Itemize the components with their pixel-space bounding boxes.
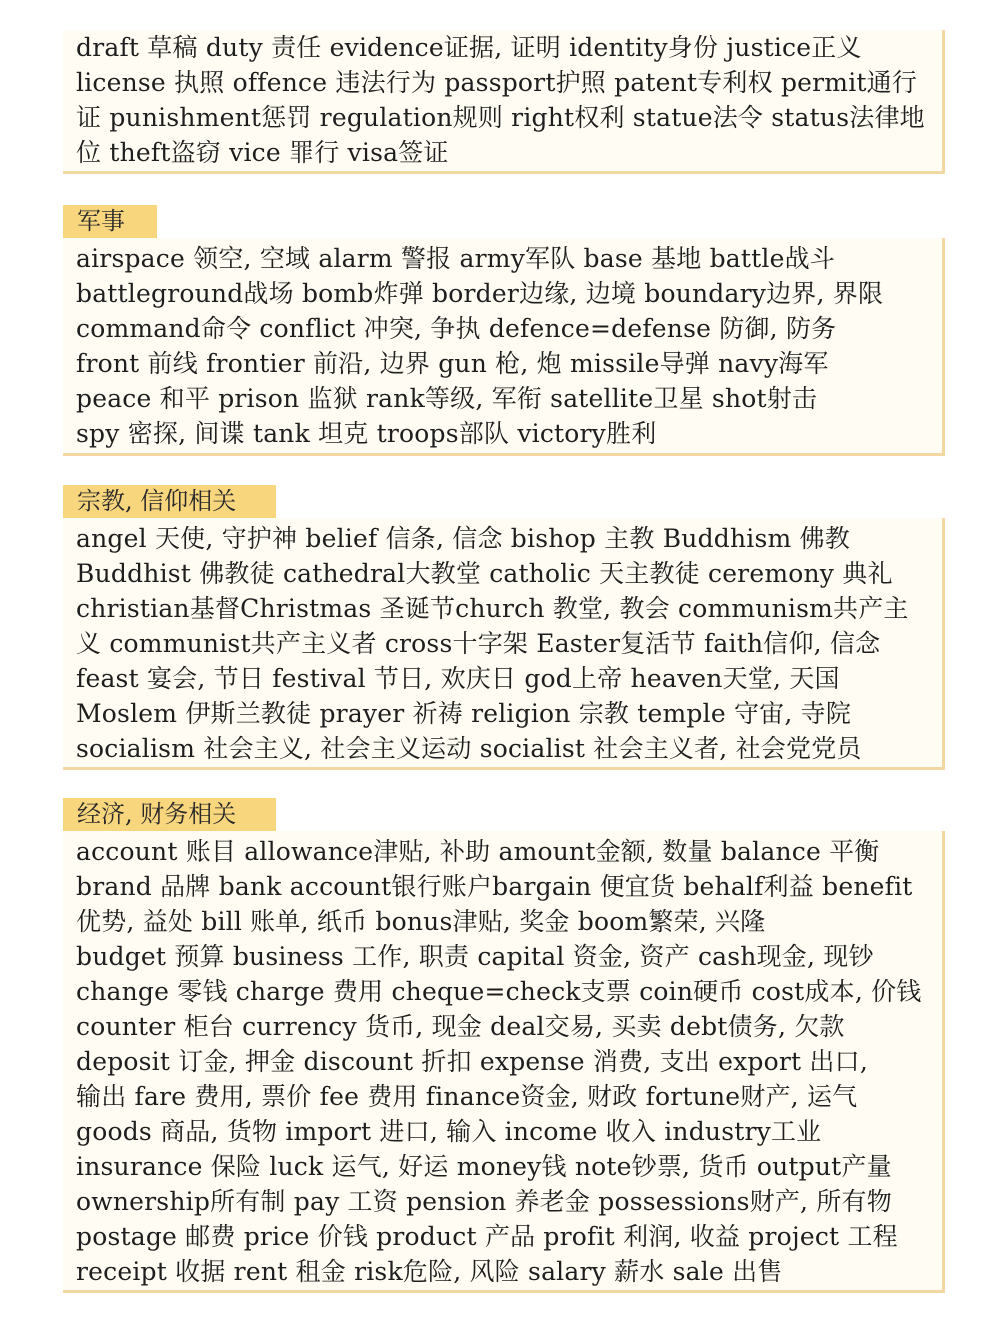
section-heading-religion: 宗教, 信仰相关 — [63, 485, 276, 518]
vocab-line: deposit 订金, 押金 discount 折扣 expense 消费, 支出 export 出口, — [76, 1047, 868, 1076]
vocab-line: front 前线 frontier 前沿, 边界 gun 枪, 炮 missile导弹 navy海军 — [76, 349, 829, 378]
vocab-line: 位 theft盗窃 vice 罪行 visa签证 — [76, 138, 449, 167]
vocab-line: draft 草稿 duty 责任 evidence证据, 证明 identity身份 justice正义 — [76, 33, 862, 62]
vocab-line: command命令 conflict 冲突, 争执 defence=defense 防御, 防务 — [76, 314, 837, 343]
vocab-line: receipt 收据 rent 租金 risk危险, 风险 salary 薪水 sale 出售 — [76, 1257, 783, 1286]
section-heading-economy: 经济, 财务相关 — [63, 798, 276, 831]
vocab-line: socialism 社会主义, 社会主义运动 socialist 社会主义者, 社会党党员 — [76, 734, 862, 763]
vocab-line: postage 邮费 price 价钱 product 产品 profit 利润, 收益 project 工程 — [76, 1222, 898, 1251]
vocab-line: counter 柜台 currency 货币, 现金 deal交易, 买卖 debt债务, 欠款 — [76, 1012, 845, 1041]
vocab-line: Buddhist 佛教徒 cathedral大教堂 catholic 天主教徒 ceremony 典礼 — [76, 559, 893, 588]
vocab-line: spy 密探, 间谍 tank 坦克 troops部队 victory胜利 — [76, 419, 657, 448]
vocab-line: 证 punishment惩罚 regulation规则 right权利 statue法令 status法律地 — [76, 103, 925, 132]
vocab-line: 输出 fare 费用, 票价 fee 费用 finance资金, 财政 fortune财产, 运气 — [76, 1082, 858, 1111]
section-heading-military: 军事 — [63, 205, 157, 238]
section-general-vocab-card — [63, 30, 945, 174]
section-economy-card — [63, 831, 945, 1293]
vocab-line: change 零钱 charge 费用 cheque=check支票 coin硬币 cost成本, 价钱 — [76, 977, 922, 1006]
vocab-line: 优势, 益处 bill 账单, 纸币 bonus津贴, 奖金 boom繁荣, 兴隆 — [76, 907, 766, 936]
section-military-card — [63, 238, 945, 456]
vocab-line: account 账目 allowance津贴, 补助 amount金额, 数量 balance 平衡 — [76, 837, 880, 866]
vocab-line: feast 宴会, 节日 festival 节日, 欢庆日 god上帝 heaven天堂, 天国 — [76, 664, 840, 693]
vocab-line: 义 communist共产主义者 cross十字架 Easter复活节 faith信仰, 信念 — [76, 629, 881, 658]
vocab-line: goods 商品, 货物 import 进口, 输入 income 收入 industry工业 — [76, 1117, 822, 1146]
vocab-line: battleground战场 bomb炸弹 border边缘, 边境 boundary边界, 界限 — [76, 279, 884, 308]
vocab-line: airspace 领空, 空域 alarm 警报 army军队 base 基地 battle战斗 — [76, 244, 835, 273]
vocab-line: peace 和平 prison 监狱 rank等级, 军衔 satellite卫星 shot射击 — [76, 384, 818, 413]
vocab-line: angel 天使, 守护神 belief 信条, 信念 bishop 主教 Buddhism 佛教 — [76, 524, 850, 553]
vocab-line: budget 预算 business 工作, 职责 capital 资金, 资产 cash现金, 现钞 — [76, 942, 874, 971]
vocab-line: insurance 保险 luck 运气, 好运 money钱 note钞票, 货币 output产量 — [76, 1152, 892, 1181]
section-religion-card — [63, 518, 945, 770]
vocab-line: christian基督Christmas 圣诞节church 教堂, 教会 communism共产主 — [76, 594, 909, 623]
vocab-line: brand 品牌 bank account银行账户bargain 便宜货 behalf利益 benefit — [76, 872, 913, 901]
vocab-line: license 执照 offence 违法行为 passport护照 patent专利权 permit通行 — [76, 68, 918, 97]
vocab-line: Moslem 伊斯兰教徒 prayer 祈祷 religion 宗教 temple 守宙, 寺院 — [76, 699, 852, 728]
vocab-line: ownership所有制 pay 工资 pension 养老金 possessions财产, 所有物 — [76, 1187, 892, 1216]
